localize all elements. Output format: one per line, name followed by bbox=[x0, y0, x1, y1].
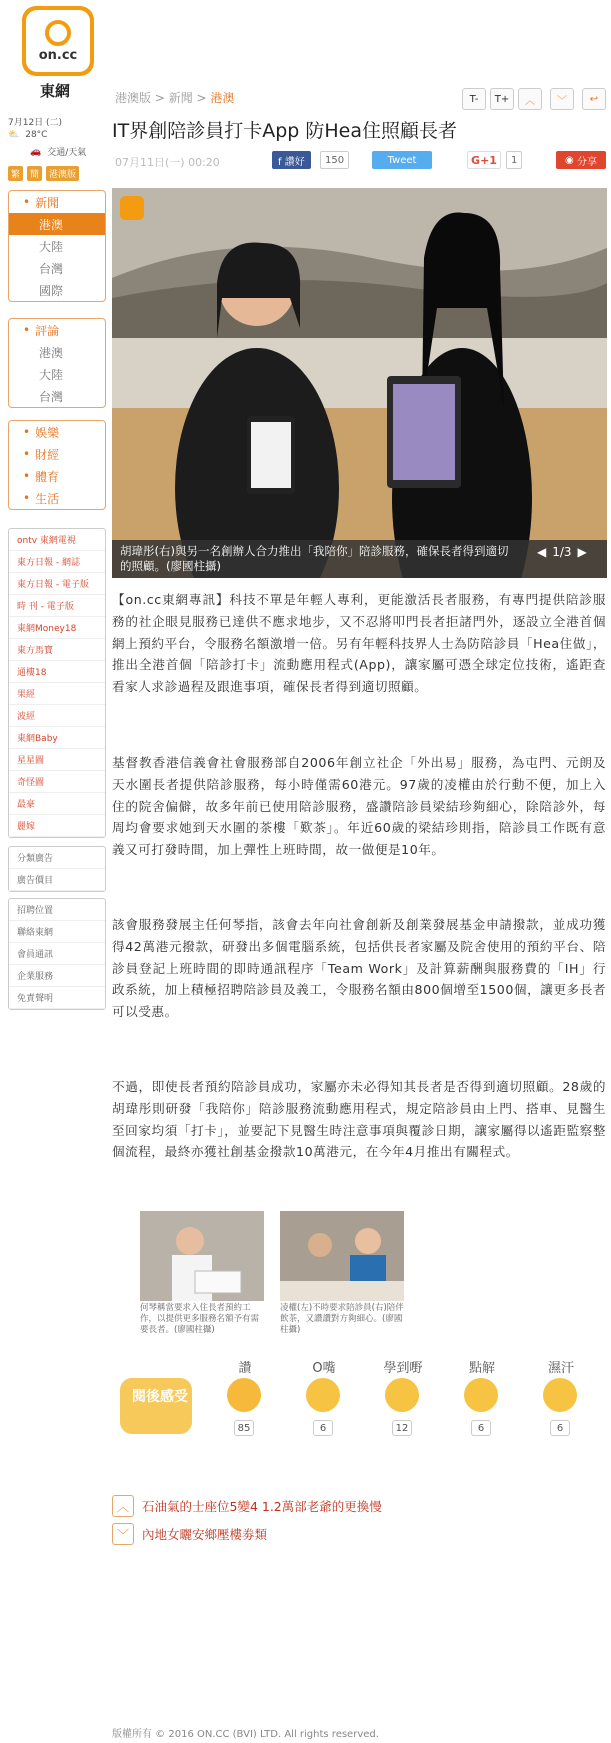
back-button[interactable] bbox=[582, 88, 606, 110]
related-title: 內地女曬安鄉壓樓劵類 bbox=[142, 1527, 268, 1542]
share-eye-icon: ◉ bbox=[565, 154, 577, 166]
article-paragraph: 該會服務發展主任何琴指，該會去年向社會創新及創業發展基金申請撥款，並成功獲得42萬港元撥款，研發出多個電腦系統，包括供長者家屬及院舍使用的預約平台、陪診員登記上班時間的即時通訊程序「Team Work」及計算薪酬與服務費的「IH」行政系統，加上積極招聘陪診員及義工，令服務名額由800個增至1500個，讓更多長者可以受惠。 bbox=[112, 917, 606, 1020]
nav-finance[interactable]: • 財經 bbox=[9, 443, 105, 465]
info-link[interactable]: 企業服務 bbox=[9, 965, 105, 987]
traffic-icon: 🚗 bbox=[30, 146, 42, 157]
photo-illustration bbox=[112, 188, 607, 578]
mood-label: 點解 bbox=[468, 1361, 495, 1376]
font-larger-button[interactable]: T+ bbox=[490, 88, 514, 110]
related-article-next[interactable] bbox=[112, 1522, 432, 1546]
thumbnail-2-caption: 凌權(左)不時要求陪診員(右)陪伴飲茶，又讚讚對方夠細心。(廖國柱攝) bbox=[280, 1303, 404, 1335]
traffic-label: 交通/天氣 bbox=[47, 148, 87, 158]
traffic-link[interactable] bbox=[30, 145, 86, 158]
thumbnail-1[interactable] bbox=[140, 1211, 264, 1301]
media-link[interactable]: 波經 bbox=[9, 705, 105, 727]
mood-count: 6 bbox=[313, 1420, 333, 1436]
lang-tag-simplified[interactable]: 簡 bbox=[27, 166, 42, 181]
photo-caption: 胡瑋彤(右)與另一名創辦人合力推出「我陪你」陪診服務，確保長者得到適切的照顧。(廖國柱攝) bbox=[112, 540, 607, 578]
photo-nav bbox=[537, 545, 587, 559]
misc-nav-box bbox=[8, 420, 106, 510]
lang-tags bbox=[8, 166, 79, 181]
temperature: 28°C bbox=[25, 130, 48, 140]
media-link[interactable]: 東方日報 - 網誌 bbox=[9, 551, 105, 573]
article-photo[interactable] bbox=[112, 188, 607, 578]
mood-label: 濕汗 bbox=[547, 1361, 574, 1376]
thumbnail-image bbox=[280, 1211, 404, 1301]
gplus-count: 1 bbox=[506, 151, 522, 169]
mood-title: 閱後感受 bbox=[120, 1378, 192, 1434]
site-logo[interactable] bbox=[22, 6, 94, 76]
facebook-like-count: 150 bbox=[320, 151, 349, 169]
media-links-box bbox=[8, 528, 106, 838]
chevron-down-icon: ﹀ bbox=[112, 1523, 134, 1545]
mood-count: 85 bbox=[234, 1420, 254, 1436]
weather-row bbox=[8, 130, 47, 140]
back-arrow-icon: ↩ bbox=[589, 93, 599, 105]
media-link[interactable]: 奇怪圖 bbox=[9, 771, 105, 793]
logo-text: on.cc bbox=[38, 47, 78, 63]
mood-label: O嘴 bbox=[312, 1361, 336, 1376]
share-label: 分享 bbox=[576, 156, 597, 168]
footer-copyright: 版權所有 © 2016 ON.CC (BVI) LTD. All rights reserved. bbox=[112, 1729, 379, 1740]
mood-count: 12 bbox=[392, 1420, 412, 1436]
media-link[interactable]: 東網Money18 bbox=[9, 617, 105, 639]
nav-lifestyle[interactable]: • 生活 bbox=[9, 487, 105, 509]
sidebar-date: 7月12日 (二) bbox=[8, 118, 63, 128]
tweet-button[interactable]: Tweet bbox=[372, 151, 432, 169]
thumbnail-1-caption: 何琴稱當要求入住長者預約工作，以提供更多服務名額予有需要長者。(廖國柱攝) bbox=[140, 1303, 260, 1335]
nav-sports[interactable]: • 體育 bbox=[9, 465, 105, 487]
facebook-like-button[interactable]: f 讚好 bbox=[272, 151, 311, 169]
section-title: 東網 bbox=[40, 82, 71, 100]
logo-ring-icon bbox=[45, 20, 71, 46]
nav-news[interactable]: • 新聞 bbox=[9, 191, 105, 213]
mood-label: 讚 bbox=[238, 1361, 252, 1376]
weather-icon: ⛅ bbox=[8, 130, 20, 140]
mood-why-icon[interactable] bbox=[464, 1378, 498, 1412]
media-link[interactable]: 麗嫁 bbox=[9, 815, 105, 837]
share-button[interactable] bbox=[556, 151, 606, 169]
media-link[interactable]: 東網Baby bbox=[9, 727, 105, 749]
media-link[interactable]: 時 刊 - 電子版 bbox=[9, 595, 105, 617]
article-paragraph: 【on.cc東網專訊】科技不單是年輕人專利，更能激活長者服務，有專門提供陪診服務的社企眼見服務已達供不應求地步，又不忍將叩門長者拒諸門外，逐設立全港首個網上預約平台，令服務名額激增一倍。另有年輕科技界人士為防陪診員「Hea住做」，推出全港首個「陪診打卡」流動應用程式(App)，讓家屬可憑全球定位技術，遙距查看家人求診過程及跟進事項，確保長者得到適切照顧。 bbox=[112, 592, 606, 695]
edition-tag[interactable]: 港澳版 bbox=[46, 166, 79, 181]
ad-link[interactable]: 廣告價目 bbox=[9, 869, 105, 891]
ad-links-box bbox=[8, 846, 106, 892]
media-link[interactable]: 最豪 bbox=[9, 793, 105, 815]
mood-count: 6 bbox=[471, 1420, 491, 1436]
nav-comment-hk[interactable]: 港澳 bbox=[39, 345, 64, 360]
related-article-prev[interactable] bbox=[112, 1494, 432, 1518]
media-link[interactable]: 東方日報 - 電子版 bbox=[9, 573, 105, 595]
nav-hk-macau[interactable]: 港澳 bbox=[9, 213, 105, 235]
nav-taiwan[interactable]: 台灣 bbox=[39, 261, 64, 276]
related-title: 石油氣的士座位5變4 1.2萬部老爺的更換慢 bbox=[142, 1499, 382, 1514]
chevron-up-icon: ︿ bbox=[112, 1495, 134, 1517]
breadcrumb: 港澳版 > 新聞 > 港澳 bbox=[115, 91, 235, 105]
media-link[interactable]: 星星圖 bbox=[9, 749, 105, 771]
photo-watermark-logo bbox=[120, 196, 144, 220]
mood-sweat-icon[interactable] bbox=[543, 1378, 577, 1412]
mood-learned-icon[interactable] bbox=[385, 1378, 419, 1412]
info-link[interactable]: 招聘位置 bbox=[9, 899, 105, 921]
news-nav-box bbox=[8, 190, 106, 302]
breadcrumb-news[interactable]: 新聞 bbox=[168, 91, 193, 105]
nav-international[interactable]: 國際 bbox=[39, 283, 64, 298]
photo-counter: 1/3 bbox=[552, 545, 572, 559]
info-link[interactable]: 聯絡東網 bbox=[9, 921, 105, 943]
mood-count: 6 bbox=[550, 1420, 570, 1436]
breadcrumb-current[interactable]: 港澳 bbox=[210, 91, 235, 105]
chevron-down-icon: ﹀ bbox=[557, 95, 567, 107]
next-article-button[interactable] bbox=[550, 88, 574, 110]
mood-label: 學到嘢 bbox=[383, 1361, 423, 1376]
nav-china[interactable]: 大陸 bbox=[39, 239, 64, 254]
chevron-up-icon: ︿ bbox=[525, 95, 535, 107]
media-link[interactable]: 果經 bbox=[9, 683, 105, 705]
photo-prev-icon[interactable]: ◀ bbox=[537, 545, 547, 559]
comment-nav-box bbox=[8, 318, 106, 408]
nav-entertainment[interactable]: • 娛樂 bbox=[9, 421, 105, 443]
info-link[interactable]: 免責聲明 bbox=[9, 987, 105, 1009]
lang-tag-traditional[interactable]: 繁 bbox=[8, 166, 23, 181]
mood-like-icon[interactable] bbox=[227, 1378, 261, 1412]
thumbnail-2[interactable] bbox=[280, 1211, 404, 1301]
info-link[interactable]: 會員通訊 bbox=[9, 943, 105, 965]
nav-comment-taiwan[interactable]: 台灣 bbox=[39, 389, 64, 404]
article-paragraph: 不過，即使長者預約陪診員成功，家屬亦未必得知其長者是否得到適切照顧。28歲的胡瑋彤則研發「我陪你」陪診服務流動應用程式，規定陪診員由上門、搭車、見醫生至回家均須「打卡」，並要記下見醫生時注意事項與覆診日期，讓家屬得以遙距監察整個流程，最終亦獲社創基金撥款10萬港元，在今年4月推出有關程式。 bbox=[112, 1079, 606, 1160]
article-title: IT界創陪診員打卡App 防Hea住照顧長者 bbox=[112, 120, 457, 142]
nav-comment-china[interactable]: 大陸 bbox=[39, 367, 64, 382]
info-links-box bbox=[8, 898, 106, 1010]
ad-link[interactable]: 分類廣告 bbox=[9, 847, 105, 869]
breadcrumb-edition[interactable]: 港澳版 bbox=[115, 91, 152, 105]
mood-surprise-icon[interactable] bbox=[306, 1378, 340, 1412]
photo-next-icon[interactable]: ▶ bbox=[577, 545, 587, 559]
media-link[interactable]: 通樓18 bbox=[9, 661, 105, 683]
article-datetime: 07月11日(一) 00:20 bbox=[115, 156, 220, 169]
gplus-button[interactable]: G+1 bbox=[467, 151, 501, 169]
media-link[interactable]: 東方馬寶 bbox=[9, 639, 105, 661]
article-paragraph: 基督教香港信義會社會服務部自2006年創立社企「外出易」服務，為屯門、元朗及天水圍長者提供陪診服務，每小時僅需60港元。97歲的凌權由於行動不便，加上入住的院舍偏僻，故多年前已使用陪診服務，盛讚陪診員梁結珍夠細心，除陪診外，每周均會要求她到天水圍的茶樓「歎茶」。年近60歲的梁結珍則指，陪診員工作既有意義又可打發時間，加上彈性上班時間，故一做便是10年。 bbox=[112, 755, 606, 858]
prev-article-button[interactable] bbox=[518, 88, 542, 110]
media-link[interactable]: ontv 東網電視 bbox=[9, 529, 105, 551]
thumbnail-image bbox=[140, 1211, 264, 1301]
font-smaller-button[interactable]: T- bbox=[462, 88, 486, 110]
nav-comment[interactable]: • 評論 bbox=[9, 319, 105, 341]
